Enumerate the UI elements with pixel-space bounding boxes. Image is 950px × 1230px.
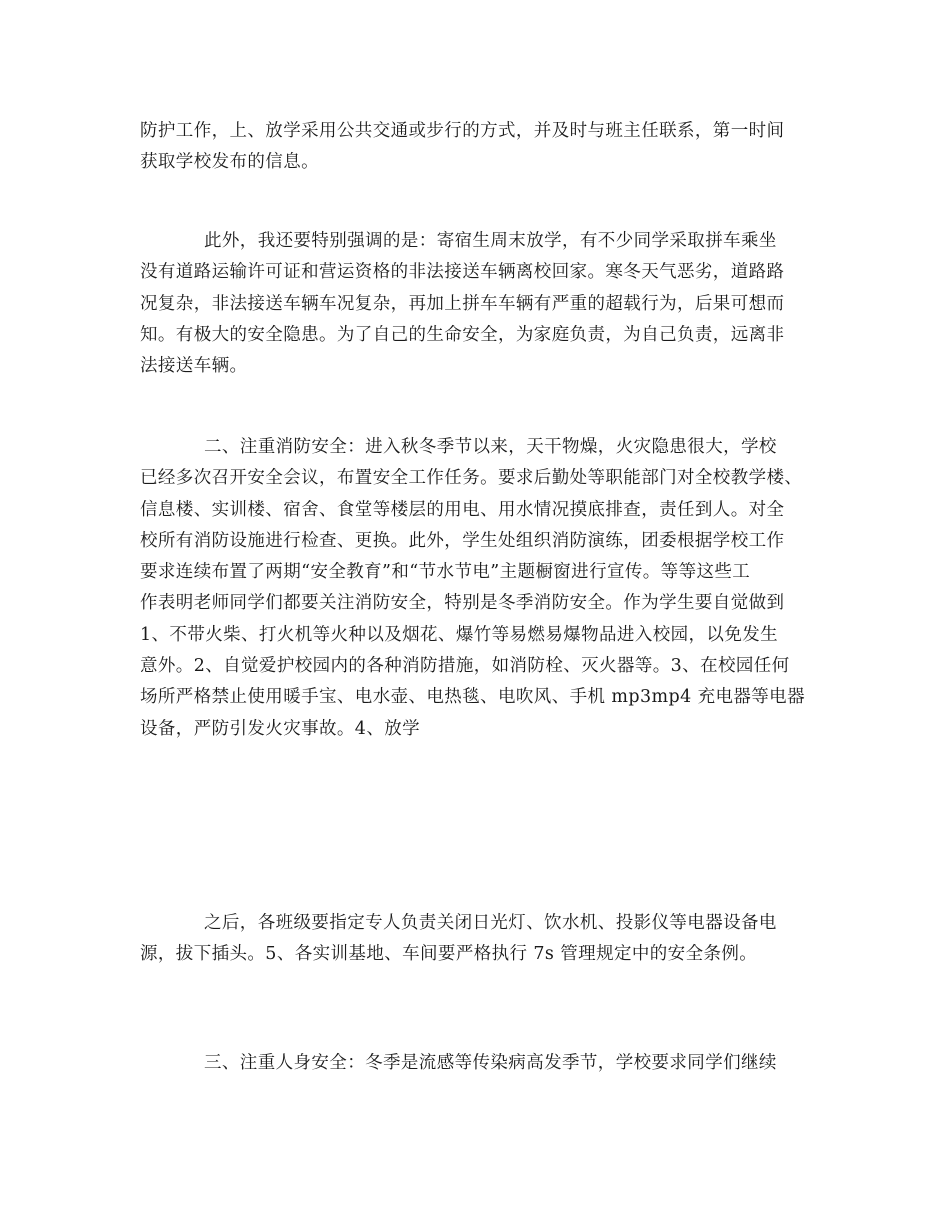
text-line: 二、注重消防安全：进入秋冬季节以来，天干物燥，火灾隐患很大，学校 [204, 437, 777, 457]
text-line: 知。有极大的安全隐患。为了自己的生命安全，为家庭负责，为自己负责，远离非 [140, 324, 785, 345]
text-line: 源，拔下插头。5、各实训基地、车间要严格执行 7s 管理规定中的安全条例。 [140, 944, 758, 965]
text-line: 法接送车辆。 [140, 356, 248, 377]
text-line: 获取学校发布的信息。 [140, 152, 319, 173]
paragraph-personal-safety [140, 1048, 812, 1079]
text-line: 信息楼、实训楼、宿舍、食堂等楼层的用电、用水情况摸底排查，责任到人。对全 [140, 499, 785, 520]
text-line: 三、注重人身安全：冬季是流感等传染病高发季节，学校要求同学们继续 [204, 1053, 777, 1073]
text-line: 防护工作，上、放学采用公共交通或步行的方式，并及时与班主任联系，第一时间 [140, 121, 785, 141]
text-line: 意外。2、自觉爱护校园内的各种消防措施，如消防栓、灭火器等。3、在校园任何 [140, 656, 790, 677]
text-line: 1、不带火柴、打火机等火种以及烟花、爆竹等易燃易爆物品进入校园，以免发生 [140, 624, 779, 645]
paragraph-after-school [140, 908, 812, 971]
text-line: 作表明老师同学们都要关注消防安全，特别是冬季消防安全。作为学生要自觉做到 [140, 593, 785, 614]
text-line: 况复杂，非法接送车辆车况复杂，再加上拼车车辆有严重的超载行为，后果可想而 [140, 293, 785, 314]
text-line: 要求连续布置了两期“安全教育”和“节水节电”主题橱窗进行宣传。等等这些工 [140, 562, 751, 583]
text-line: 场所严格禁止使用暖手宝、电水壶、电热毯、电吹风、手机 mp3mp4 充电器等电器 [140, 687, 805, 708]
text-line: 设备，严防引发火灾事故。4、放学 [140, 718, 421, 739]
text-line: 已经多次召开安全会议，布置安全工作任务。要求后勤处等职能部门对全校教学楼、 [140, 468, 803, 489]
paragraph-protection-continued [140, 116, 812, 179]
text-line: 校所有消防设施进行检查、更换。此外，学生处组织消防演练，团委根据学校工作 [140, 530, 785, 551]
paragraph-illegal-vehicles [140, 226, 812, 382]
text-line: 之后，各班级要指定专人负责关闭日光灯、饮水机、投影仪等电器设备电 [204, 913, 777, 933]
paragraph-fire-safety [140, 432, 812, 745]
text-line: 没有道路运输许可证和营运资格的非法接送车辆离校回家。寒冬天气恶劣，道路路 [140, 262, 785, 283]
text-line: 此外，我还要特别强调的是：寄宿生周末放学，有不少同学采取拼车乘坐 [204, 231, 777, 251]
